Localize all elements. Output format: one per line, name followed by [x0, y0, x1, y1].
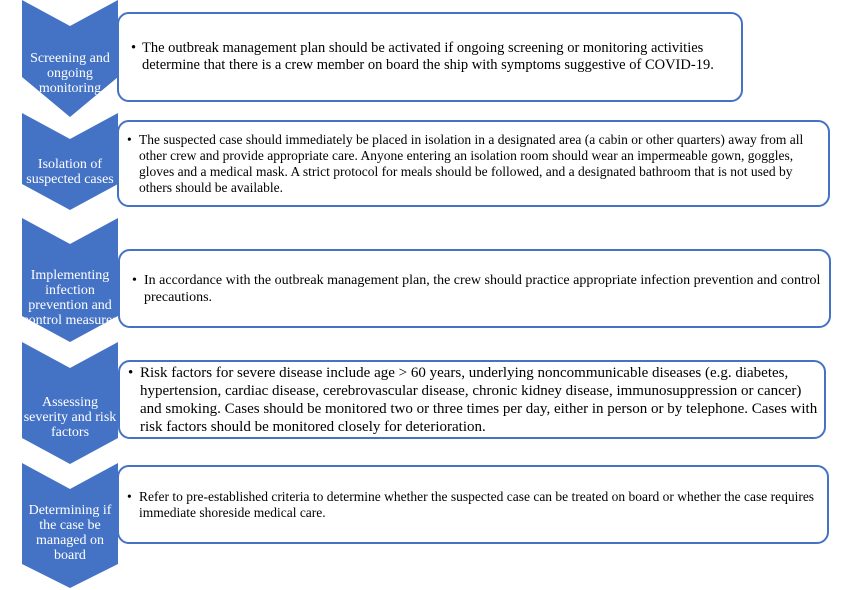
step-label: Determining if the case be managed on board [28, 503, 112, 563]
step-description-box [117, 465, 829, 544]
step-label: Implementing infection prevention and control measures [22, 268, 118, 328]
bullet-icon: • [132, 272, 137, 288]
step-description: Refer to pre-established criteria to determine whether the suspected case can be treated on board or whether the case requires immediate shoreside medical care. [139, 488, 815, 520]
step-chevron [22, 0, 118, 117]
step-label: Assessing severity and risk factors [23, 394, 117, 440]
step-description: The outbreak management plan should be activated if ongoing screening or monitoring activities determine that there is a crew member on board the ship with symptoms suggestive of COVID-19. [142, 40, 714, 73]
step-label: Screening and ongoing monitoring [30, 50, 110, 96]
bullet-icon: • [131, 40, 137, 56]
step-description: Risk factors for severe disease include age > 60 years, underlying noncommunicable diseases (e.g. diabetes, hypertension, cardiac disease, cerebrovascular disease, chronic kidney disease, immunosuppression or cancer) and smoking. Cases should be monitored two or three times per day, either in person or by telephone. Cases with risk factors should be monitored closely for deterioration. [140, 364, 818, 435]
step-chevron [22, 113, 118, 210]
step-chevron [22, 218, 118, 342]
step-description-box [117, 12, 743, 102]
step-label: Isolation of suspected cases [26, 157, 114, 187]
step-chevron [22, 463, 118, 588]
bullet-icon: • [127, 488, 132, 504]
step-description-box [118, 249, 831, 328]
step-description-box [118, 360, 826, 439]
step-chevron [22, 342, 118, 464]
step-description: In accordance with the outbreak management plan, the crew should practice appropriate infection prevention and control precautions. [144, 272, 821, 305]
step-description-box [117, 120, 830, 207]
step-description: The suspected case should immediately be placed in isolation in a designated area (a cabin or other quarters) away from all other crew and provide appropriate care. Anyone entering an isolation room should wear an impermeable gown, goggles, gloves and a medical mask. A strict protocol for meals should be followed, and a designated bathroom that is not used by others should be available. [139, 131, 804, 195]
bullet-icon: • [128, 364, 134, 381]
bullet-icon: • [127, 131, 132, 147]
